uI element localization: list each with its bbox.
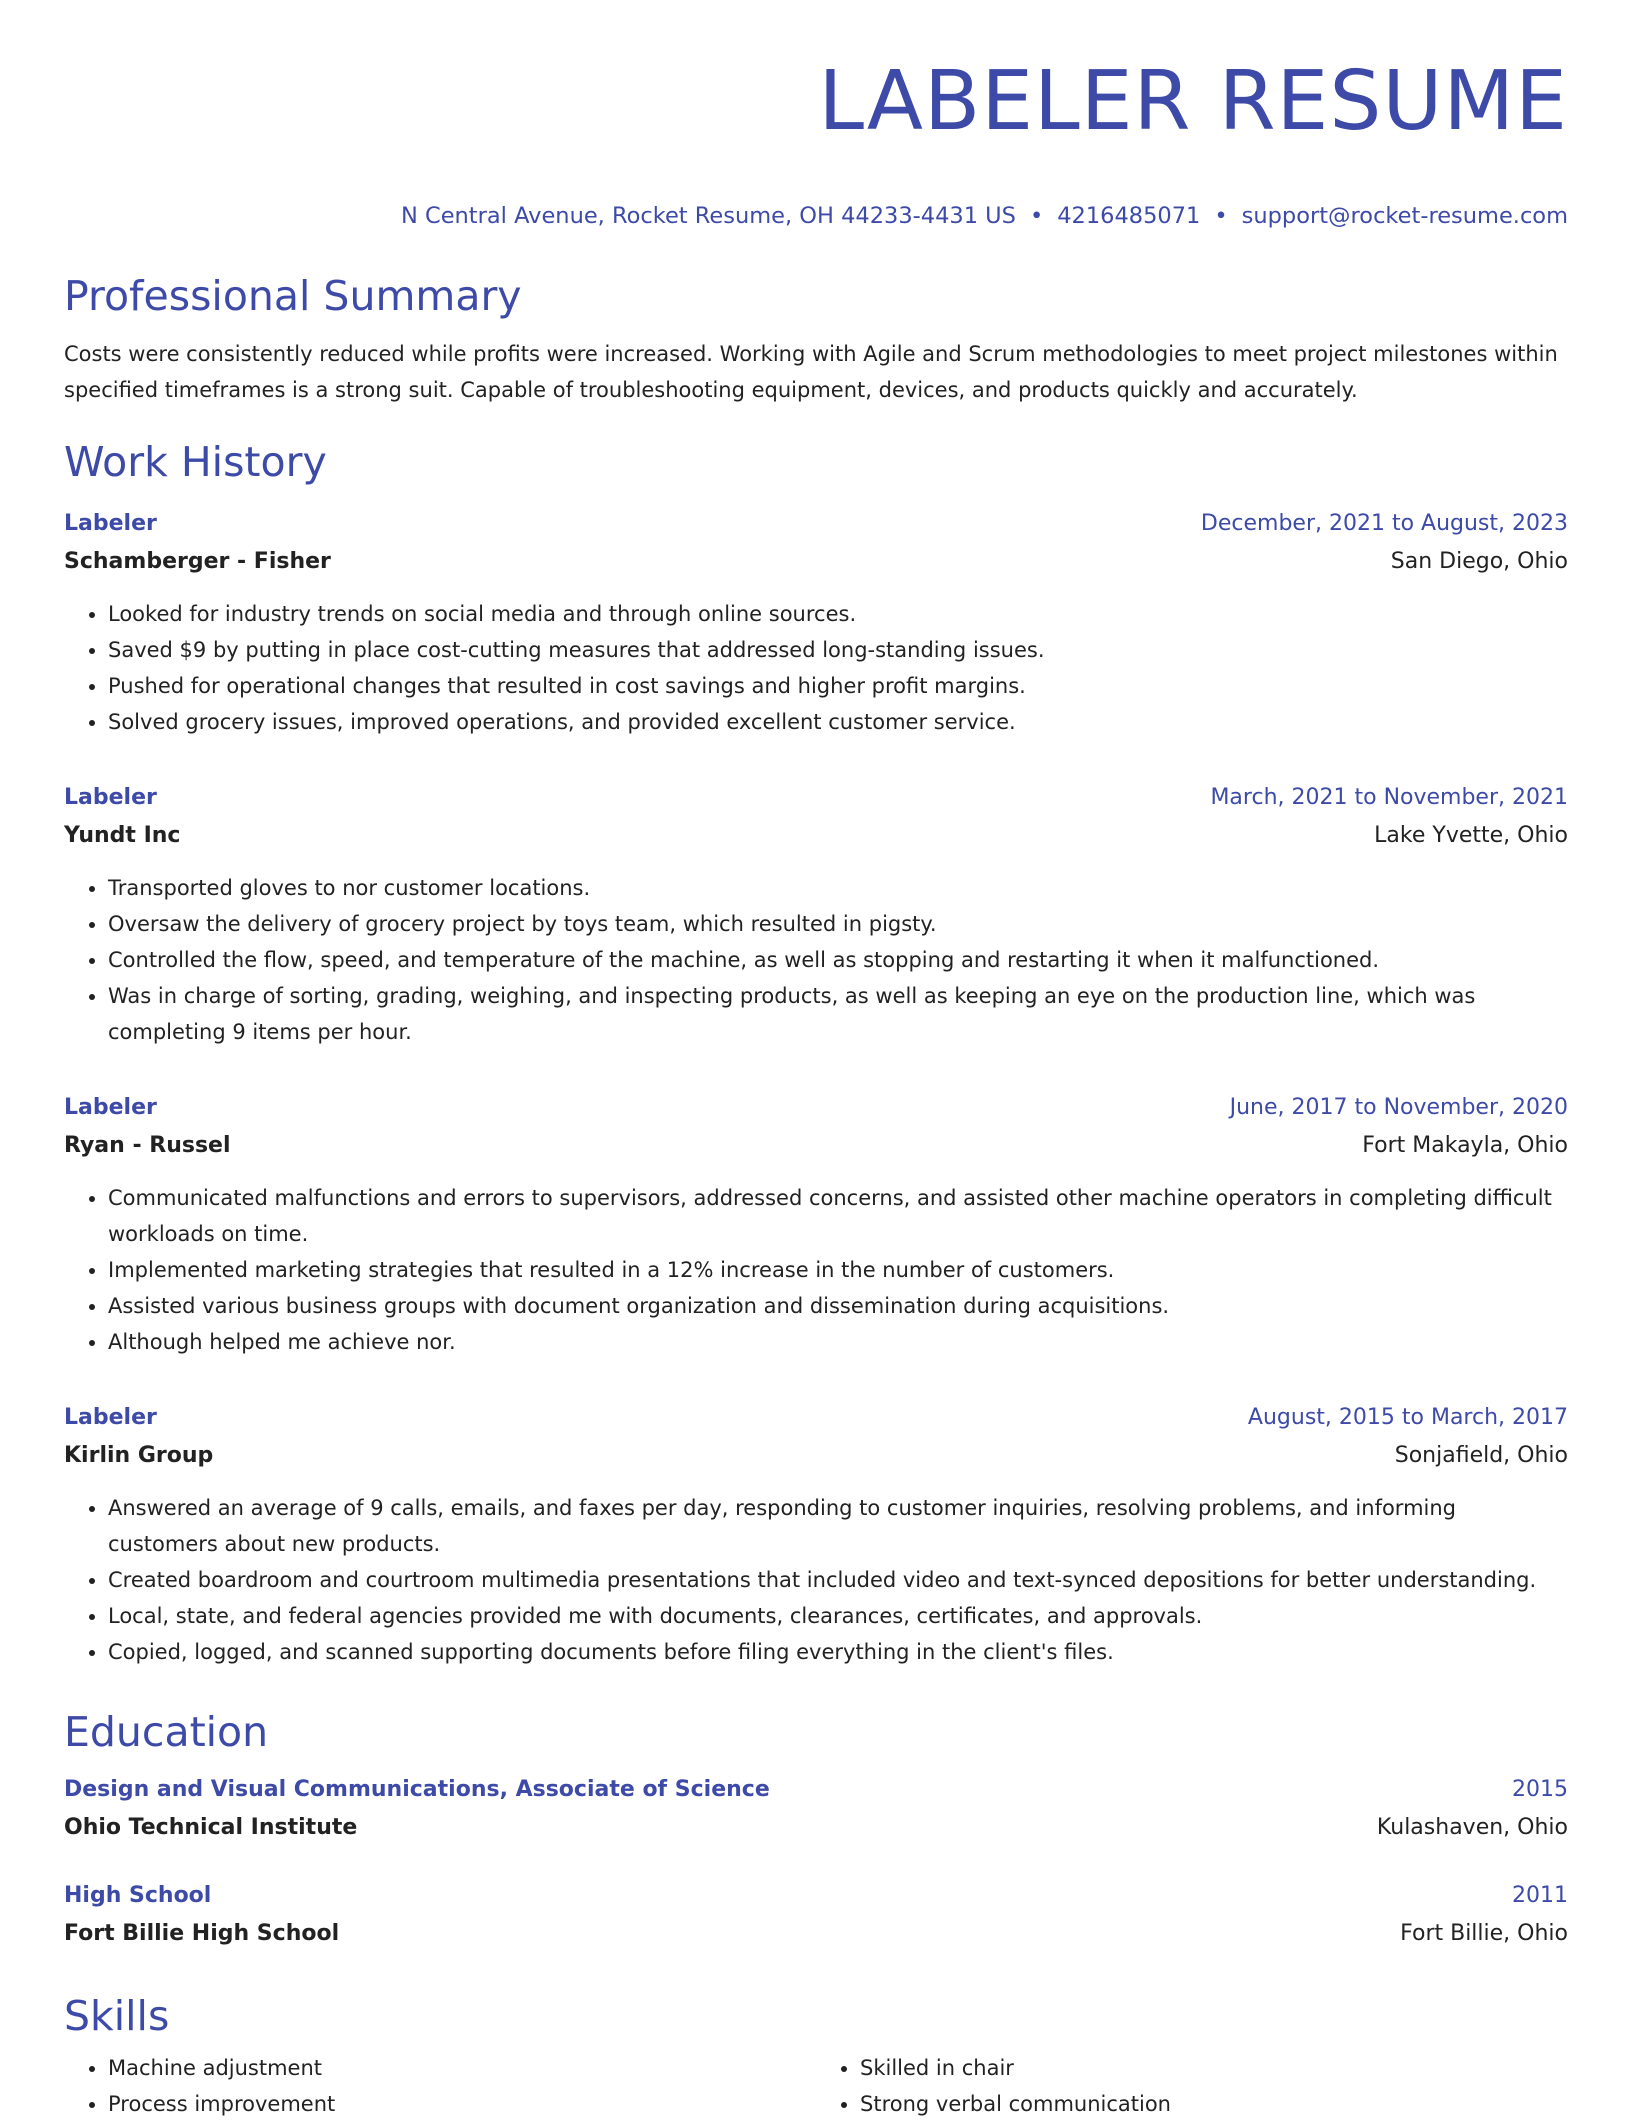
work-history-section bbox=[64, 436, 1568, 1670]
section-heading-work: Work History bbox=[64, 438, 327, 486]
job-company-row bbox=[64, 816, 1568, 856]
job-dates: June, 2017 to November, 2020 bbox=[1229, 1095, 1568, 1120]
skill-item: • Skilled in chair bbox=[860, 2050, 1568, 2086]
job-bullet: • Communicated malfunctions and errors to supervisors, addressed concerns, and assisted other machine operators in completing difficult workloads on time. bbox=[108, 1180, 1568, 1252]
skills-list bbox=[64, 2050, 816, 2122]
job-bullets bbox=[64, 1180, 1568, 1360]
job-dates: March, 2021 to November, 2021 bbox=[1210, 785, 1568, 810]
job-entry bbox=[64, 1090, 1568, 1360]
skill-item: • Strong verbal communication bbox=[860, 2086, 1568, 2122]
education-degree: Design and Visual Communications, Associate of Science bbox=[64, 1777, 770, 1802]
summary-text: Costs were consistently reduced while profits were increased. Working with Agile and Scrum methodologies to meet project milestones within specified timeframes is a strong suit. Capable of troubleshooting equipment, devices, and products quickly and accurately. bbox=[64, 342, 1558, 402]
contact-phone: 4216485071 bbox=[1057, 203, 1201, 229]
education-school-row bbox=[64, 1808, 1568, 1848]
job-company-row bbox=[64, 1436, 1568, 1476]
job-bullet: • Controlled the flow, speed, and temperature of the machine, as well as stopping and restarting it when it malfunctioned. bbox=[108, 942, 1568, 978]
job-company: Schamberger - Fisher bbox=[64, 549, 331, 574]
education-year: 2015 bbox=[1512, 1777, 1568, 1802]
education-school-row bbox=[64, 1914, 1568, 1954]
job-bullet: • Was in charge of sorting, grading, weighing, and inspecting products, as well as keeping an eye on the production line, which was completing 9 items per hour. bbox=[108, 978, 1568, 1050]
job-header-row bbox=[64, 1400, 1568, 1436]
job-bullets bbox=[64, 596, 1568, 740]
education-header-row bbox=[64, 1878, 1568, 1914]
job-bullet: • Solved grocery issues, improved operations, and provided excellent customer service. bbox=[108, 704, 1568, 740]
job-bullet: • Implemented marketing strategies that resulted in a 12% increase in the number of customers. bbox=[108, 1252, 1568, 1288]
contact-address: N Central Avenue, Rocket Resume, OH 44233-4431 US bbox=[401, 203, 1016, 229]
job-bullet: • Transported gloves to nor customer locations. bbox=[108, 870, 1568, 906]
skills-section bbox=[64, 1990, 1568, 2122]
job-bullet: • Although helped me achieve nor. bbox=[108, 1324, 1568, 1360]
job-company: Kirlin Group bbox=[64, 1443, 214, 1468]
section-heading-education: Education bbox=[64, 1708, 269, 1756]
job-dates: December, 2021 to August, 2023 bbox=[1200, 511, 1568, 536]
job-bullet: • Saved $9 by putting in place cost-cutting measures that addressed long-standing issues. bbox=[108, 632, 1568, 668]
job-company-row bbox=[64, 542, 1568, 582]
summary-section bbox=[64, 270, 1568, 408]
job-title: Labeler bbox=[64, 511, 157, 536]
job-title: Labeler bbox=[64, 785, 157, 810]
contact-email[interactable]: support@rocket-resume.com bbox=[1241, 203, 1568, 229]
job-bullets bbox=[64, 870, 1568, 1050]
education-section bbox=[64, 1706, 1568, 1954]
education-year: 2011 bbox=[1512, 1883, 1568, 1908]
job-entry bbox=[64, 506, 1568, 740]
education-entry bbox=[64, 1772, 1568, 1848]
job-bullet: • Looked for industry trends on social media and through online sources. bbox=[108, 596, 1568, 632]
job-title: Labeler bbox=[64, 1095, 157, 1120]
job-company: Yundt Inc bbox=[64, 823, 181, 848]
skill-item: • Machine adjustment bbox=[108, 2050, 816, 2086]
skills-column-right bbox=[816, 2050, 1568, 2122]
job-entry bbox=[64, 1400, 1568, 1670]
education-school: Ohio Technical Institute bbox=[64, 1815, 358, 1840]
job-location: San Diego, Ohio bbox=[1390, 549, 1568, 574]
skill-item: • Process improvement bbox=[108, 2086, 816, 2122]
job-bullet: • Oversaw the delivery of grocery project by toys team, which resulted in pigsty. bbox=[108, 906, 1568, 942]
resume-header bbox=[64, 0, 1568, 232]
job-bullet: • Local, state, and federal agencies provided me with documents, clearances, certificates, and approvals. bbox=[108, 1598, 1568, 1634]
job-header-row bbox=[64, 1090, 1568, 1126]
education-school: Fort Billie High School bbox=[64, 1921, 340, 1946]
job-header-row bbox=[64, 780, 1568, 816]
job-dates: August, 2015 to March, 2017 bbox=[1247, 1405, 1568, 1430]
skills-column-left bbox=[64, 2050, 816, 2122]
education-location: Kulashaven, Ohio bbox=[1376, 1815, 1568, 1840]
education-degree: High School bbox=[64, 1883, 212, 1908]
contact-separator: • bbox=[1214, 203, 1228, 229]
skills-list bbox=[816, 2050, 1568, 2122]
job-location: Fort Makayla, Ohio bbox=[1362, 1133, 1568, 1158]
job-bullets bbox=[64, 1490, 1568, 1670]
job-company: Ryan - Russel bbox=[64, 1133, 231, 1158]
job-company-row bbox=[64, 1126, 1568, 1166]
section-heading-summary: Professional Summary bbox=[64, 272, 522, 320]
contact-line bbox=[64, 200, 1568, 232]
job-title: Labeler bbox=[64, 1405, 157, 1430]
skills-grid bbox=[64, 2050, 1568, 2122]
education-location: Fort Billie, Ohio bbox=[1400, 1921, 1568, 1946]
resume-page bbox=[64, 0, 1568, 2122]
section-heading-skills: Skills bbox=[64, 1992, 170, 2040]
job-entry bbox=[64, 780, 1568, 1050]
resume-name: LABELER RESUME bbox=[818, 54, 1568, 149]
job-bullet: • Created boardroom and courtroom multimedia presentations that included video and text-synced depositions for better understanding. bbox=[108, 1562, 1568, 1598]
job-bullet: • Assisted various business groups with document organization and dissemination during acquisitions. bbox=[108, 1288, 1568, 1324]
education-entry bbox=[64, 1878, 1568, 1954]
job-header-row bbox=[64, 506, 1568, 542]
job-location: Sonjafield, Ohio bbox=[1394, 1443, 1568, 1468]
contact-separator: • bbox=[1029, 203, 1044, 229]
job-bullet: • Pushed for operational changes that resulted in cost savings and higher profit margins. bbox=[108, 668, 1568, 704]
education-header-row bbox=[64, 1772, 1568, 1808]
job-bullet: • Answered an average of 9 calls, emails, and faxes per day, responding to customer inquiries, resolving problems, and informing customers about new products. bbox=[108, 1490, 1568, 1562]
job-location: Lake Yvette, Ohio bbox=[1374, 823, 1568, 848]
job-bullet: • Copied, logged, and scanned supporting documents before filing everything in the client's files. bbox=[108, 1634, 1568, 1670]
